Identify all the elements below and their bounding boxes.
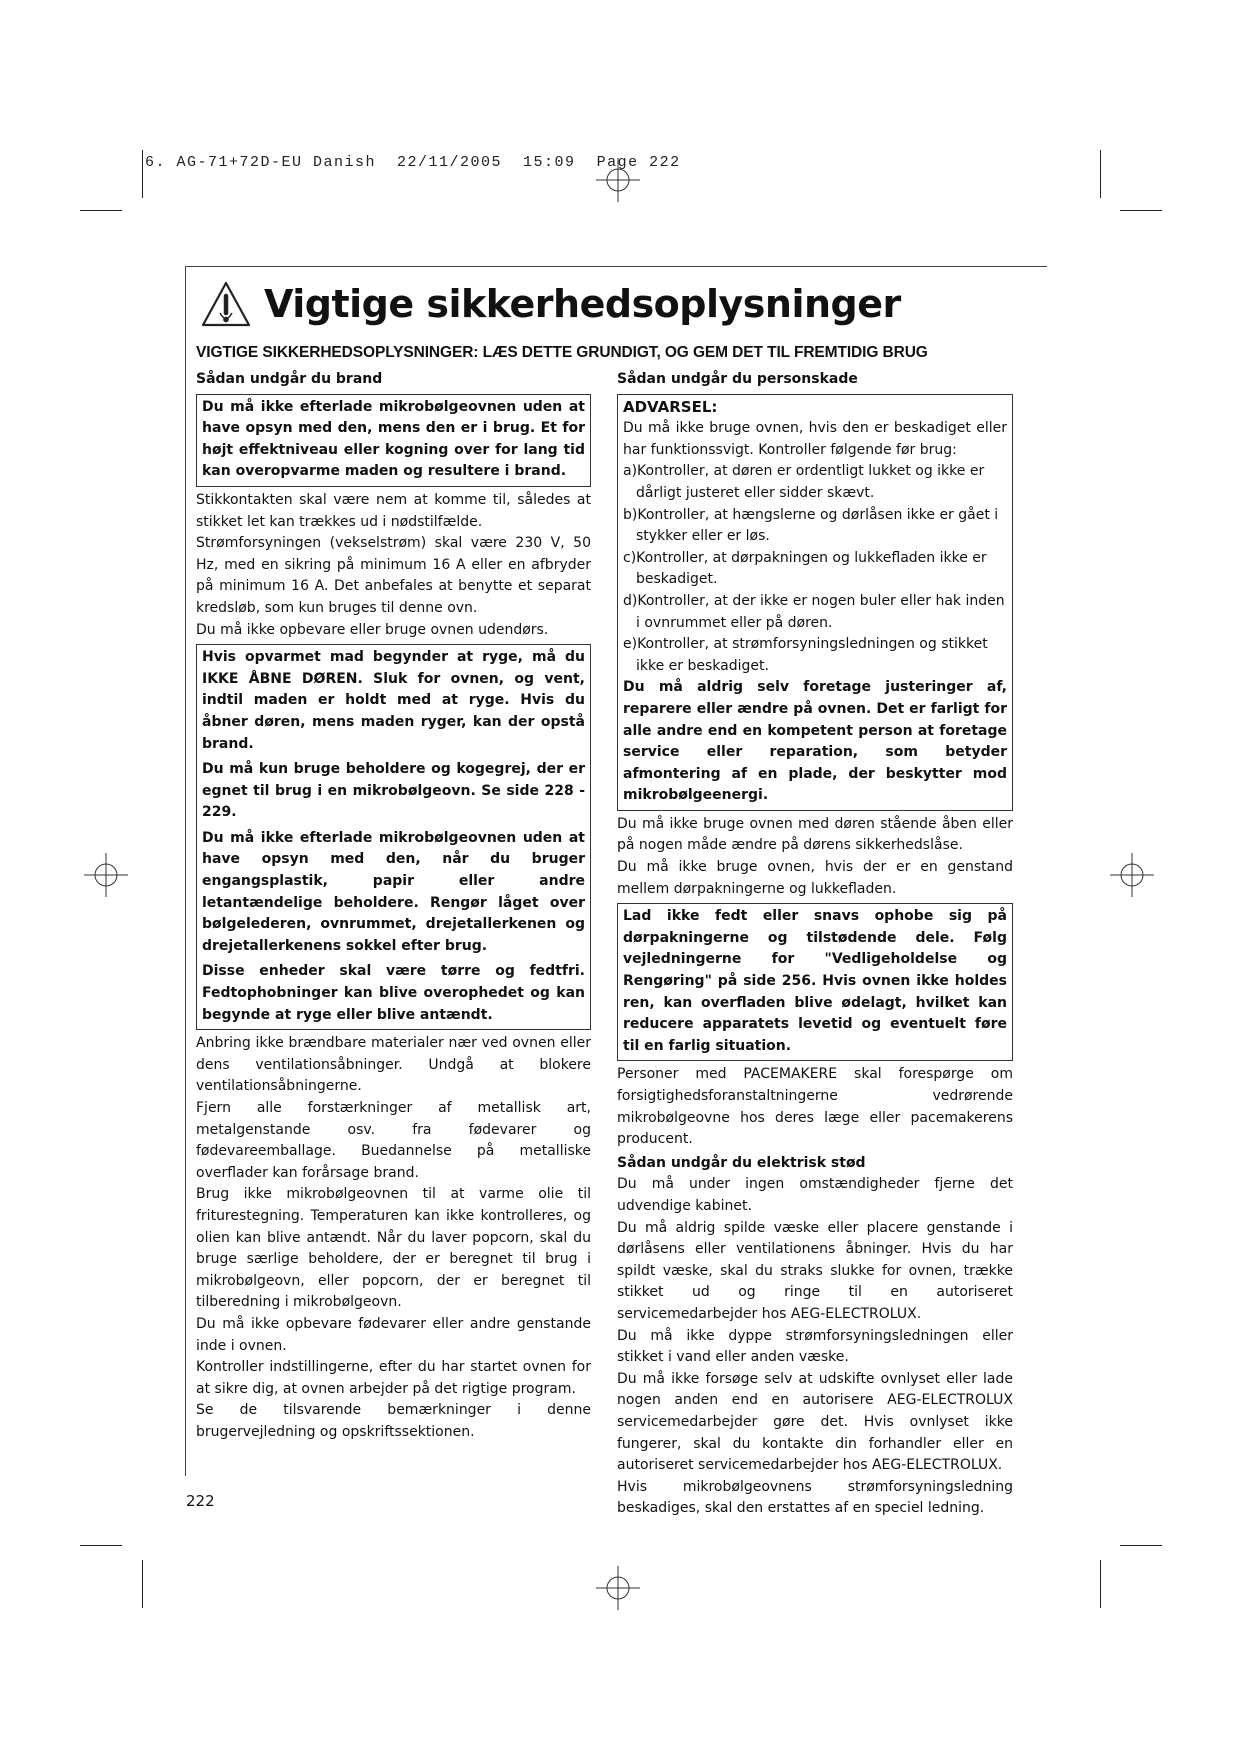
page-title: Vigtige sikkerhedsoplysninger bbox=[264, 282, 901, 326]
paragraph: Se de tilsvarende bemærkninger i denne brugervejledning og opskriftssektionen. bbox=[196, 1402, 591, 1440]
paragraph: Du må under ingen omstændigheder fjerne det udvendige kabinet. bbox=[617, 1176, 1013, 1214]
crop-mark-top-left-v bbox=[142, 150, 143, 198]
paragraph: Hvis mikrobølgeovnens strømforsyningsledning beskadiges, skal den erstattes af en speciel ledning. bbox=[617, 1478, 1013, 1517]
warning-intro: Du må ikke bruge ovnen, hvis den er beskadiget eller har funktionssvigt. Kontroller følgende før brug: bbox=[623, 420, 1007, 458]
subheading-injury: Sådan undgår du personskade bbox=[617, 371, 858, 387]
warning-item: c)Kontroller, at dørpakningen og lukkefladen ikke er beskadiget. bbox=[623, 549, 987, 588]
box-paragraph: Lad ikke fedt eller snavs ophobe sig på dørpakningerne og tilstødende dele. Følg vejledningerne for "Vedligeholdelse og Rengøring" på side 256. Hvis ovnen ikke holdes ren, kan overfladen blive ødelagt, hvilket kan reducere apparatets levetid og eventuelt føre til en farlig situation. bbox=[623, 908, 1007, 1054]
paragraph: Strømforsyningen (vekselstrøm) skal være 230 V, 50 Hz, med en sikring på minimum 16 A eller en afbryder på minimum 16 A. Det anbefales at benytte et separat kredsløb, som kun bruges til denne ovn. bbox=[196, 535, 591, 616]
warning-box bbox=[617, 394, 1013, 811]
paragraph: Fjern alle forstærkninger af metallisk art, metalgenstande osv. fra fødevarer og fødevareemballage. Buedannelse på metalliske overflader kan forårsage brand. bbox=[196, 1100, 591, 1181]
paragraph: Brug ikke mikrobølgeovnen til at varme olie til friturestegning. Temperaturen kan ikke kontrolleres, og olien kan blive antændt. Når du laver popcorn, skal du bruge særlige beholdere, der er beregnet til brug i mikrobølgeovn, eller popcorn, der er beregnet til tilberedning i mikrobølgeovn. bbox=[196, 1186, 591, 1311]
paragraph: Du må ikke forsøge selv at udskifte ovnlyset eller lade nogen anden end en autorisere AEG-ELECTROLUX servicemedarbejder gøre det. Hvis ovnlyset ikke fungerer, skal du kontakte din forhandler eller en autoriseret servicemedarbejder hos AEG-ELECTROLUX. bbox=[617, 1370, 1013, 1474]
fire-warning-box-2 bbox=[196, 644, 591, 1030]
paragraph: Du må ikke opbevare eller bruge ovnen udendørs. bbox=[196, 621, 549, 638]
box-paragraph: Hvis opvarmet mad begynder at ryge, må du IKKE ÅBNE DØREN. Sluk for ovnen, og vent, indtil maden er holdt med at ryge. Hvis du åbner døren, mens maden ryger, kan der opstå brand. bbox=[202, 649, 585, 752]
crop-mark-top-right-h bbox=[1120, 210, 1162, 211]
paragraph: Du må aldrig spilde væske eller placere genstande i dørlåsens eller ventilationens åbninger. Hvis du har spildt væske, skal du straks slukke for ovnen, trække stikket ud og ringe til en autoriseret servicemedarbejder hos AEG-ELECTROLUX. bbox=[617, 1219, 1013, 1322]
registration-mark-right-icon bbox=[1110, 853, 1154, 897]
print-slug: 6. AG-71+72D-EU Danish 22/11/2005 15:09 Page 222 bbox=[145, 154, 681, 171]
paragraph: Kontroller indstillingerne, efter du har startet ovnen for at sikre dig, at ovnen arbejder på det rigtige program. bbox=[196, 1359, 591, 1397]
crop-mark-bottom-right-h bbox=[1120, 1545, 1162, 1546]
crop-mark-bottom-left-h bbox=[80, 1545, 122, 1546]
crop-mark-bottom-left-v bbox=[142, 1560, 143, 1608]
left-column bbox=[196, 369, 591, 1444]
warning-bold-paragraph: Du må aldrig selv foretage justeringer af, reparere eller ændre på ovnen. Det er farligt for alle andre end en kompetent person at foretage service eller reparation, som betyder afmontering af en plade, der beskytter mod mikrobølgeenergi. bbox=[623, 679, 1007, 804]
paragraph: Personer med PACEMAKERE skal forespørge om forsigtighedsforanstaltningerne vedrørende mikrobølgeovne hos deres læge eller pacemakerens producent. bbox=[617, 1066, 1013, 1148]
box-paragraph: Du må ikke efterlade mikrobølgeovnen uden at have opsyn med den, mens den er i brug. Et for højt effektniveau eller kogning over for lang tid kan overopvarme maden og resultere i brand. bbox=[202, 398, 585, 480]
cleaning-warning-box bbox=[617, 903, 1013, 1061]
box-paragraph: Du må kun bruge beholdere og kogegrej, der er egnet til brug i en mikrobølgeovn. Se side 228 - 229. bbox=[202, 761, 585, 821]
warning-title: ADVARSEL: bbox=[623, 397, 718, 416]
page-number: 222 bbox=[186, 1492, 215, 1510]
warning-item: b)Kontroller, at hængslerne og dørlåsen ikke er gået i stykker eller er løs. bbox=[623, 506, 999, 545]
fire-warning-box-1 bbox=[196, 394, 591, 487]
paragraph: Du må ikke dyppe strømforsyningsledningen eller stikket i vand eller anden væske. bbox=[617, 1327, 1013, 1366]
registration-mark-bottom-icon bbox=[596, 1566, 640, 1610]
warning-item: d)Kontroller, at der ikke er nogen buler eller hak inden i ovnrummet eller på døren. bbox=[623, 592, 1005, 631]
warning-item: e)Kontroller, at strømforsyningsledningen og stikket ikke er beskadiget. bbox=[623, 636, 988, 674]
crop-mark-top-right-v bbox=[1100, 150, 1101, 198]
page-title-row bbox=[200, 275, 901, 333]
box-paragraph: Du må ikke efterlade mikrobølgeovnen uden at have opsyn med den, når du bruger engangsplastik, papir eller andre letantændelige beholdere. Rengør låget over bølgelederen, ovnrummet, drejetallerkenen og drejetallerkenens sokkel efter brug. bbox=[202, 829, 585, 954]
subheading-fire: Sådan undgår du brand bbox=[196, 371, 383, 387]
paragraph: Du må ikke bruge ovnen med døren stående åben eller på nogen måde ændre på dørens sikkerhedslåse. bbox=[617, 815, 1013, 854]
subheading-shock: Sådan undgår du elektrisk stød bbox=[617, 1154, 866, 1171]
box-paragraph: Disse enheder skal være tørre og fedtfri. Fedtophobninger kan blive overophedet og kan begynde at ryge eller blive antændt. bbox=[202, 963, 585, 1023]
warning-triangle-icon bbox=[200, 280, 252, 328]
right-column bbox=[617, 369, 1013, 1520]
paragraph: Stikkontakten skal være nem at komme til, således at stikket let kan trækkes ud i nødstilfælde. bbox=[196, 491, 591, 530]
page-frame-left bbox=[185, 266, 186, 1476]
paragraph: Du må ikke bruge ovnen, hvis der er en genstand mellem dørpakningerne og lukkefladen. bbox=[617, 859, 1013, 897]
crop-mark-top-left-h bbox=[80, 210, 122, 211]
crop-mark-bottom-right-v bbox=[1100, 1560, 1101, 1608]
registration-mark-left-icon bbox=[84, 853, 128, 897]
registration-mark-top-icon bbox=[596, 158, 640, 202]
paragraph: Anbring ikke brændbare materialer nær ved ovnen eller dens ventilationsåbninger. Undgå at blokere ventilationsåbningerne. bbox=[196, 1035, 591, 1095]
main-heading: VIGTIGE SIKKERHEDSOPLYSNINGER: LÆS DETTE GRUNDIGT, OG GEM DET TIL FREMTIDIG BRUG bbox=[196, 344, 928, 361]
warning-item: a)Kontroller, at døren er ordentligt lukket og ikke er dårligt justeret eller sidder skævt. bbox=[623, 463, 985, 501]
paragraph: Du må ikke opbevare fødevarer eller andre genstande inde i ovnen. bbox=[196, 1315, 591, 1354]
page-frame-top bbox=[185, 266, 1047, 267]
